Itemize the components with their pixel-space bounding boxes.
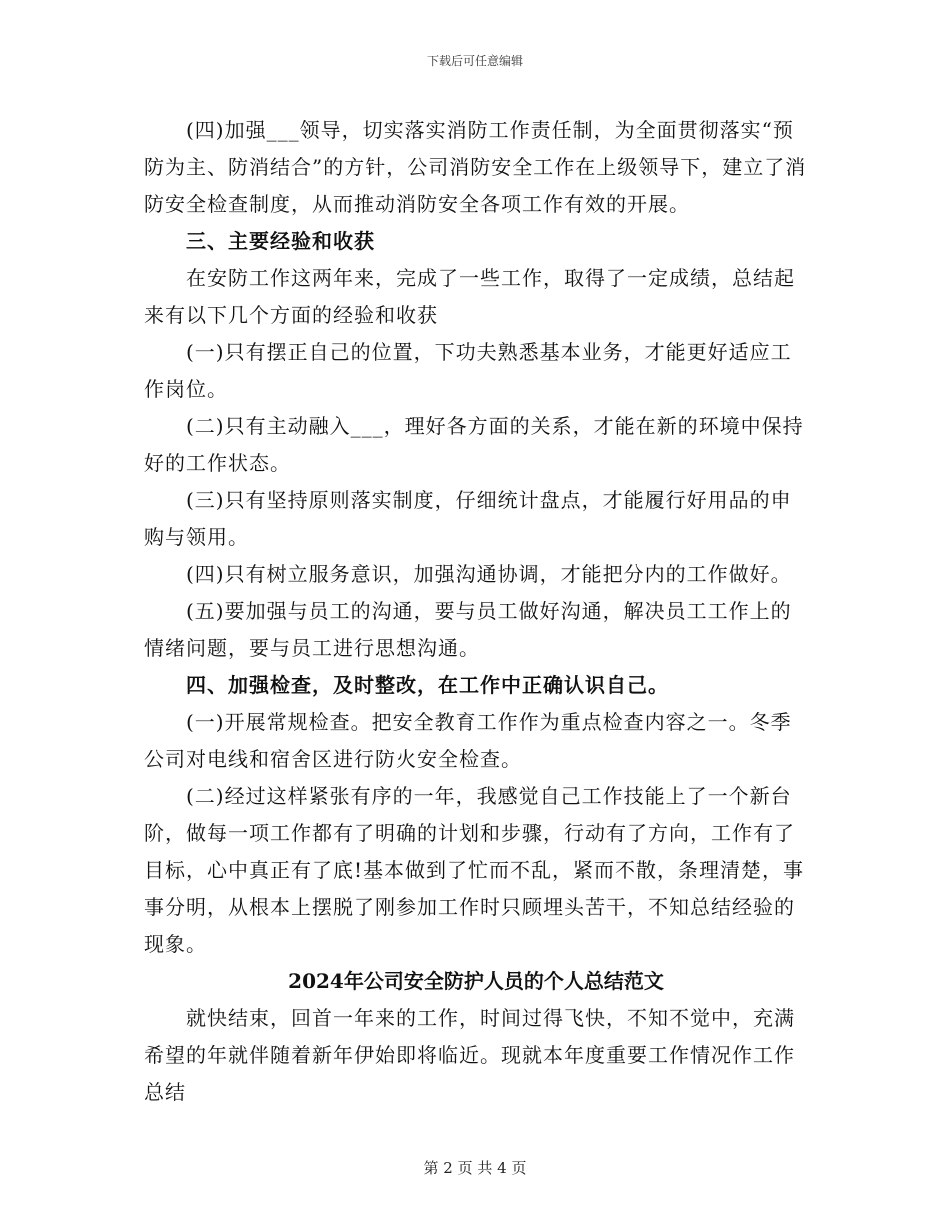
paragraph-experience-5: (五)要加强与员工的沟通，要与员工做好沟通，解决员工工作上的情绪问题，要与员工进行思想沟通。 <box>144 599 792 660</box>
article-title: 2024年公司安全防护人员的个人总结范文 <box>288 969 664 993</box>
paragraph-inspection-1: (一)开展常规检查。把安全教育工作作为重点检查内容之一。冬季公司对电线和宿舍区进行防火安全检查。 <box>144 710 792 771</box>
page-header: 下载后可任意编辑 <box>426 54 523 68</box>
paragraph-inspection-2: (二)经过这样紧张有序的一年，我感觉自己工作技能上了一个新台阶，做每一项工作都有了明确的计划和步骤，行动有了方向，工作有了目标，心中真正有了底!基本做到了忙而不乱，紧而不散，条理清楚，事事分明，从根本上摆脱了刚参加工作时只顾埋头苦干，不知总结经验的现象。 <box>144 784 805 956</box>
document-body <box>144 112 808 1111</box>
section-heading-experience: 三、主要经验和收获 <box>186 229 375 253</box>
paragraph-experience-intro: 在安防工作这两年来，完成了一些工作，取得了一定成绩，总结起来有以下几个方面的经验和收获 <box>144 266 795 327</box>
section-heading-inspection: 四、加强检查，及时整改，在工作中正确认识自己。 <box>186 673 669 697</box>
paragraph-experience-4: (四)只有树立服务意识，加强沟通协调，才能把分内的工作做好。 <box>186 562 792 586</box>
paragraph-experience-1: (一)只有摆正自己的位置，下功夫熟悉基本业务，才能更好适应工作岗位。 <box>144 340 792 401</box>
paragraph-experience-2: (二)只有主动融入___，理好各方面的关系，才能在新的环境中保持好的工作状态。 <box>144 414 804 475</box>
paragraph-fire-leadership: (四)加强___领导，切实落实消防工作责任制，为全面贯彻落实“预防为主、防消结合”的方针，公司消防安全工作在上级领导下，建立了消防安全检查制度，从而推动消防安全各项工作有效的开展。 <box>144 118 807 216</box>
paragraph-article-intro: 就快结束，回首一年来的工作，时间过得飞快，不知不觉中，充满希望的年就伴随着新年伊始即将临近。现就本年度重要工作情况作工作总结 <box>144 1006 795 1104</box>
paragraph-experience-3: (三)只有坚持原则落实制度，仔细统计盘点，才能履行好用品的申购与领用。 <box>144 488 792 549</box>
page-footer: 第 2 页 共 4 页 <box>423 1159 527 1177</box>
